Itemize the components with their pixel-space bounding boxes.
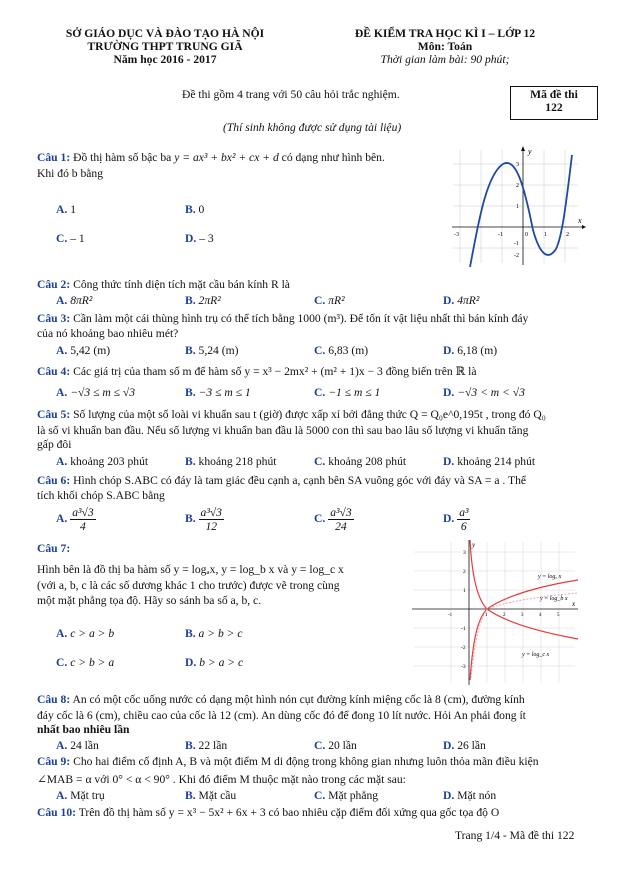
answer-6c[interactable]: C. $\frac{\text{a³√3}}{24}$: [314, 506, 352, 533]
svg-text:y: y: [472, 541, 476, 549]
answer-9b[interactable]: B. Mặt cầu: [185, 789, 237, 802]
exam-code-box: [510, 86, 598, 120]
curve-c: [470, 540, 578, 639]
school-department: SỞ GIÁO DỤC VÀ ĐÀO TẠO HÀ NỘI: [65, 27, 265, 40]
answer-5c[interactable]: C. khoảng 208 phút: [314, 455, 407, 468]
answer-3a[interactable]: A. 5,42 (m): [56, 344, 111, 357]
svg-text:-3: -3: [454, 232, 459, 238]
cubic-graph: [448, 145, 588, 270]
svg-text:y: y: [528, 147, 532, 156]
answer-8c[interactable]: C. 20 lần: [314, 739, 357, 752]
svg-text:4: 4: [539, 613, 542, 618]
answer-6a[interactable]: A. $\frac{\text{a³√3}}{4}$: [56, 506, 94, 533]
question-5: Câu 5: Số lượng của một số loài vi khuẩn sau t (giờ) được xấp xỉ bởi đẳng thức Q = Q₀e^0,195t , trong đó Q₀: [37, 408, 546, 421]
exam-title: ĐỀ KIỂM TRA HỌC KÌ I – LỚP 12: [354, 27, 536, 40]
exam-notice: Đề thi gồm 4 trang với 50 câu hỏi trắc nghiệm.: [182, 88, 400, 101]
answer-9d[interactable]: D. Mặt nón: [443, 789, 497, 802]
curve-a: [470, 580, 578, 680]
question-2: Câu 2: Công thức tính diện tích mặt cầu bán kính R là: [37, 278, 290, 291]
answer-8a[interactable]: A. 24 lần: [56, 739, 99, 752]
question-7-line1: Hình bên là đồ thị ba hàm số y = logₐx, y = log_b x và y = log_c x: [37, 563, 344, 576]
question-4: Câu 4: Các giá trị của tham số m để hàm số y = x³ − 2mx² + (m² + 1)x − 3 đồng biến trên ℝ là: [37, 365, 477, 378]
svg-text:y = log_b x: y = log_b x: [540, 596, 568, 602]
answer-7b[interactable]: B. a > b > c: [185, 627, 243, 640]
answer-9a[interactable]: A. Mặt trụ: [56, 789, 105, 802]
svg-text:-1: -1: [461, 626, 466, 632]
question-8-line3: nhất bao nhiêu lần: [37, 723, 130, 736]
svg-text:-1: -1: [514, 241, 519, 247]
svg-text:-2: -2: [514, 253, 519, 259]
svg-text:1: 1: [544, 232, 547, 238]
answer-1c[interactable]: C. – 1: [56, 232, 85, 245]
answer-4a[interactable]: A. −√3 ≤ m ≤ √3: [56, 386, 136, 399]
answer-8d[interactable]: D. 26 lần: [443, 739, 486, 752]
exam-code-value: 122: [545, 101, 563, 114]
svg-text:x: x: [572, 600, 576, 608]
answer-5a[interactable]: A. khoảng 203 phút: [56, 455, 149, 468]
answer-6d[interactable]: D. $\frac{\text{a³}}{6}$: [443, 506, 469, 533]
answer-5d[interactable]: D. khoảng 214 phút: [443, 455, 536, 468]
svg-text:-2: -2: [461, 645, 466, 651]
answer-3c[interactable]: C. 6,83 (m): [314, 344, 369, 357]
question-5-line2: là số vi khuẩn ban đầu. Nếu số lượng vi khuẩn ban đầu là 5000 con thì sau bao lâu số lượng vi khuẩn tăng: [37, 424, 529, 437]
answer-2c[interactable]: C. πR²: [314, 294, 345, 307]
exam-code-label: Mã đề thi: [530, 88, 578, 101]
answer-5b[interactable]: B. khoảng 218 phút: [185, 455, 277, 468]
answer-2d[interactable]: D. 4πR²: [443, 294, 480, 307]
answer-3d[interactable]: D. 6,18 (m): [443, 344, 498, 357]
answer-4d[interactable]: D. −√3 < m < √3: [443, 386, 525, 399]
question-7-label: Câu 7:: [37, 542, 71, 555]
question-1-line2: Khi đó b bằng: [37, 167, 104, 180]
answer-8b[interactable]: B. 22 lần: [185, 739, 228, 752]
school-name: TRƯỜNG THPT TRUNG GIÃ: [87, 40, 243, 53]
svg-text:x: x: [578, 216, 582, 225]
svg-text:2: 2: [463, 569, 466, 575]
svg-text:3: 3: [521, 613, 524, 618]
question-8: Câu 8: An có một cốc uống nước có dạng một hình nón cụt đường kính miệng cốc là 8 (cm), đường kính: [37, 693, 525, 706]
question-9: Câu 9: Cho hai điểm cố định A, B và một điểm M di động trong không gian nhưng luôn thỏa mãn điều kiện: [37, 755, 539, 768]
question-label: Câu 1:: [37, 151, 71, 164]
question-8-line2: đáy cốc là 6 (cm), chiều cao của cốc là 12 (cm). An dùng cốc đó để đong 10 lít nước. Hỏi An phải đong ít: [37, 709, 526, 722]
question-5-line3: gấp đôi: [37, 438, 72, 451]
exam-time: Thời gian làm bài: 90 phút;: [380, 53, 510, 66]
svg-text:-1: -1: [498, 232, 503, 238]
svg-text:3: 3: [516, 162, 519, 168]
svg-text:3: 3: [463, 550, 466, 556]
answer-4c[interactable]: C. −1 ≤ m ≤ 1: [314, 386, 381, 399]
question-3-line2: của nó khoảng bao nhiêu mét?: [37, 327, 179, 340]
answer-2b[interactable]: B. 2πR²: [185, 294, 221, 307]
question-7-line3: một mặt phẳng tọa độ. Hãy so sánh ba số a, b, c.: [37, 594, 262, 607]
answer-6b[interactable]: B. $\frac{\text{a³√3}}{12}$: [185, 506, 222, 533]
svg-text:2: 2: [566, 232, 569, 238]
answer-4b[interactable]: B. −3 ≤ m ≤ 1: [185, 386, 251, 399]
svg-text:2: 2: [516, 183, 519, 189]
school-year: Năm học 2016 - 2017: [113, 53, 217, 66]
svg-text:-1: -1: [448, 613, 453, 618]
question-6-line2: tích khối chóp S.ABC bằng: [37, 489, 165, 502]
svg-text:5: 5: [557, 613, 560, 618]
svg-text:1: 1: [485, 613, 488, 618]
answer-7a[interactable]: A. c > a > b: [56, 627, 115, 640]
svg-text:1: 1: [516, 204, 519, 210]
svg-text:-3: -3: [461, 664, 466, 670]
svg-text:y = logₐ x: y = logₐ x: [538, 574, 562, 580]
answer-7c[interactable]: C. c > b > a: [56, 656, 115, 669]
answer-7d[interactable]: D. b > a > c: [185, 656, 244, 669]
answer-3b[interactable]: B. 5,24 (m): [185, 344, 239, 357]
exam-subject: Môn: Toán: [417, 40, 473, 53]
question-6: Câu 6: Hình chóp S.ABC có đáy là tam giác đều cạnh a, cạnh bên SA vuông góc với đáy và SA = a . Thể: [37, 474, 527, 487]
svg-text:y = log_c x: y = log_c x: [522, 652, 550, 658]
log-graph: [410, 538, 580, 688]
svg-text:0: 0: [525, 232, 528, 238]
svg-text:1: 1: [463, 588, 466, 594]
svg-text:2: 2: [503, 613, 506, 618]
page-footer: Trang 1/4 - Mã đề thi 122: [455, 829, 575, 842]
question-10: Câu 10: Trên đồ thị hàm số y = x³ − 5x² + 6x + 3 có bao nhiêu cặp điểm đối xứng qua gốc tọa độ O: [37, 806, 500, 819]
exam-instruction: (Thí sinh không được sử dụng tài liệu): [223, 121, 402, 134]
question-7-line2: (với a, b, c là các số dương khác 1 cho trước) được vẽ trong cùng: [37, 579, 340, 592]
answer-9c[interactable]: C. Mặt phẳng: [314, 789, 379, 802]
question-9-line2: ∠MAB = α với 0° < α < 90° . Khi đó điểm M thuộc mặt nào trong các mặt sau:: [37, 773, 406, 786]
formula: y = ax³ + bx² + cx + d: [174, 151, 279, 164]
question-1: Câu 1: Đồ thị hàm số bậc ba y = ax³ + bx² + cx + d có dạng như hình bên.: [37, 151, 385, 164]
answer-1d[interactable]: D. – 3: [185, 232, 214, 245]
cubic-curve: [470, 155, 572, 267]
answer-2a[interactable]: A. 8πR²: [56, 294, 93, 307]
answer-1a[interactable]: A. 1: [56, 203, 76, 216]
question-3: Câu 3: Cần làm một cái thùng hình trụ có thể tích bằng 1000 (m³). Để tốn ít vật liệu nhất thì bán kính đáy: [37, 312, 529, 325]
answer-1b[interactable]: B. 0: [185, 203, 205, 216]
